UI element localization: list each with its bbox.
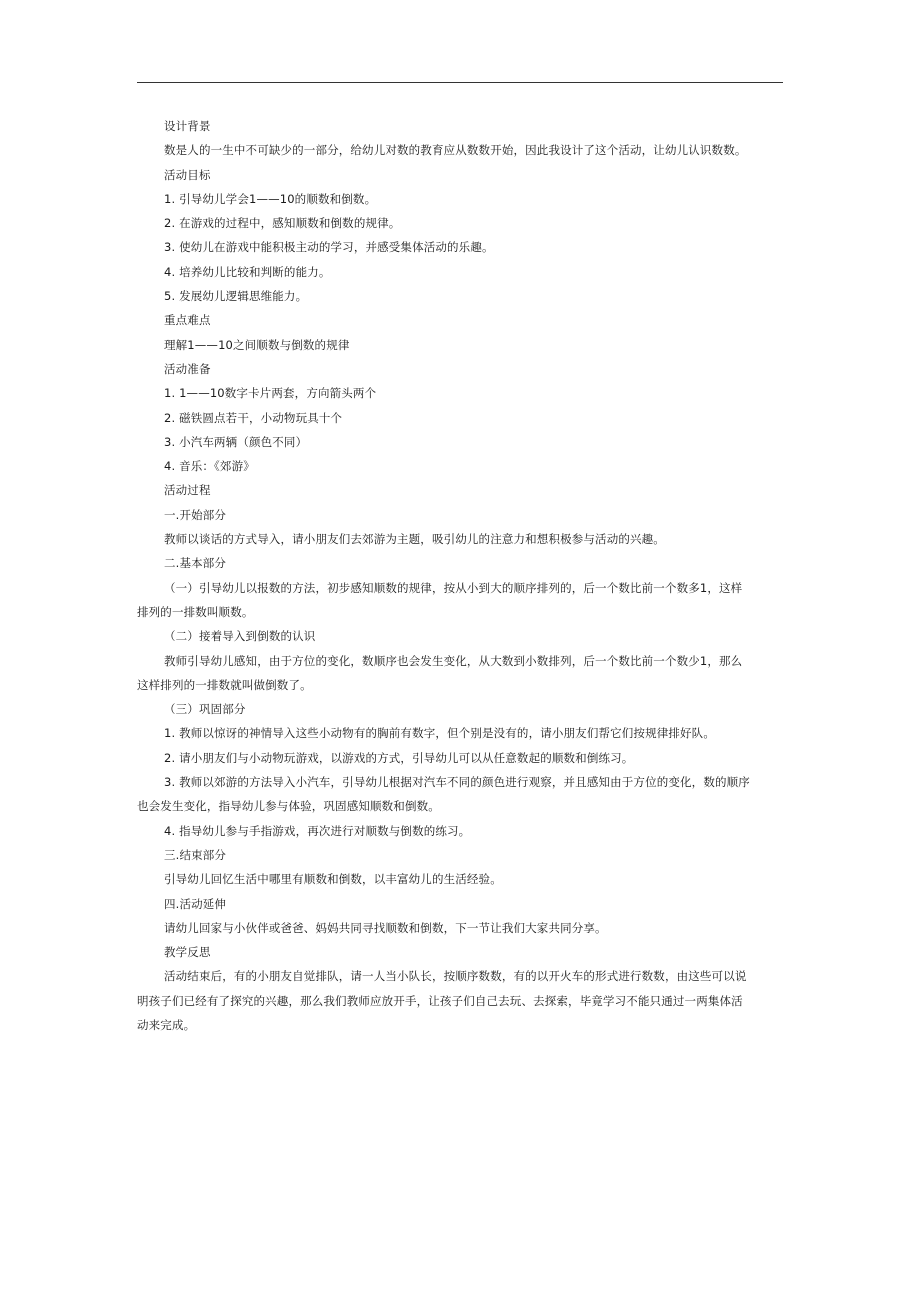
text-line: 教师引导幼儿感知，由于方位的变化，数顺序也会发生变化，从大数到小数排列，后一个数比前一个数少1，那么 (164, 653, 743, 668)
text-line: 数是人的一生中不可缺少的一部分，给幼儿对数的教育应从数数开始，因此我设计了这个活动，让幼儿认识数数。 (164, 143, 747, 158)
text-line: 3. 小汽车两辆（颜色不同） (164, 434, 308, 449)
text-line: （一）引导幼儿以报数的方法，初步感知顺数的规律，按从小到大的顺序排列的，后一个数比前一个数多1，这样 (164, 580, 743, 595)
text-line: 4. 音乐：《郊游》 (164, 459, 255, 474)
text-line: 4. 指导幼儿参与手指游戏，再次进行对顺数与倒数的练习。 (164, 823, 471, 838)
text-line: 也会发生变化，指导幼儿参与体验，巩固感知顺数和倒数。 (137, 799, 440, 814)
text-line: 2. 磁铁圆点若干，小动物玩具十个 (164, 410, 343, 425)
text-line: 设计背景 (164, 119, 211, 133)
text-line: 动来完成。 (137, 1017, 196, 1032)
text-line: 排列的一排数叫顺数。 (137, 604, 254, 619)
text-line: 1. 引导幼儿学会1——10的顺数和倒数。 (164, 191, 377, 206)
text-line: 2. 请小朋友们与小动物玩游戏，以游戏的方式，引导幼儿可以从任意数起的顺数和倒练习。 (164, 750, 634, 765)
text-line: 活动目标 (164, 167, 211, 182)
text-line: 这样排列的一排数就叫做倒数了。 (137, 677, 312, 692)
document-body (137, 114, 783, 1037)
text-line: 1. 1——10数字卡片两套，方向箭头两个 (164, 386, 377, 401)
text-line: 2. 在游戏的过程中，感知顺数和倒数的规律。 (164, 216, 401, 231)
text-line: 1. 教师以惊讶的神情导入这些小动物有的胸前有数字，但个别是没有的，请小朋友们帮它们按规律排好队。 (164, 726, 715, 741)
text-line: 四.活动延伸 (164, 896, 227, 911)
text-line: 明孩子们已经有了探究的兴趣，那么我们教师应放开手，让孩子们自己去玩、去探索，毕竟学习不能只通过一两集体活 (137, 993, 743, 1008)
text-line: 请幼儿回家与小伙伴或爸爸、妈妈共同寻找顺数和倒数，下一节让我们大家共同分享。 (164, 920, 607, 935)
text-line: 引导幼儿回忆生活中哪里有顺数和倒数，以丰富幼儿的生活经验。 (164, 872, 502, 887)
text-line: （三）巩固部分 (164, 702, 246, 717)
text-line: 二.基本部分 (164, 556, 227, 571)
text-line: 重点难点 (164, 313, 211, 328)
text-line: 活动过程 (164, 483, 211, 498)
text-line: 3. 教师以郊游的方法导入小汽车，引导幼儿根据对汽车不同的颜色进行观察，并且感知由于方位的变化，数的顺序 (164, 775, 750, 790)
text-line: 4. 培养幼儿比较和判断的能力。 (164, 264, 331, 279)
text-line: 三.结束部分 (164, 847, 227, 862)
text-line: 教师以谈话的方式导入，请小朋友们去郊游为主题，吸引幼儿的注意力和想积极参与活动的兴趣。 (164, 532, 665, 547)
header-rule (137, 82, 783, 83)
text-line: 5. 发展幼儿逻辑思维能力。 (164, 289, 308, 304)
text-line: 理解1——10之间顺数与倒数的规律 (164, 337, 350, 352)
text-line: 活动结束后，有的小朋友自觉排队，请一人当小队长，按顺序数数，有的以开火车的形式进行数数，由这些可以说 (164, 969, 747, 984)
text-line: 3. 使幼儿在游戏中能积极主动的学习，并感受集体活动的乐趣。 (164, 240, 494, 255)
text-line: 活动准备 (164, 361, 211, 376)
text-line: 一.开始部分 (164, 507, 227, 522)
text-line: （二）接着导入到倒数的认识 (164, 629, 316, 644)
text-line: 教学反思 (164, 945, 211, 960)
